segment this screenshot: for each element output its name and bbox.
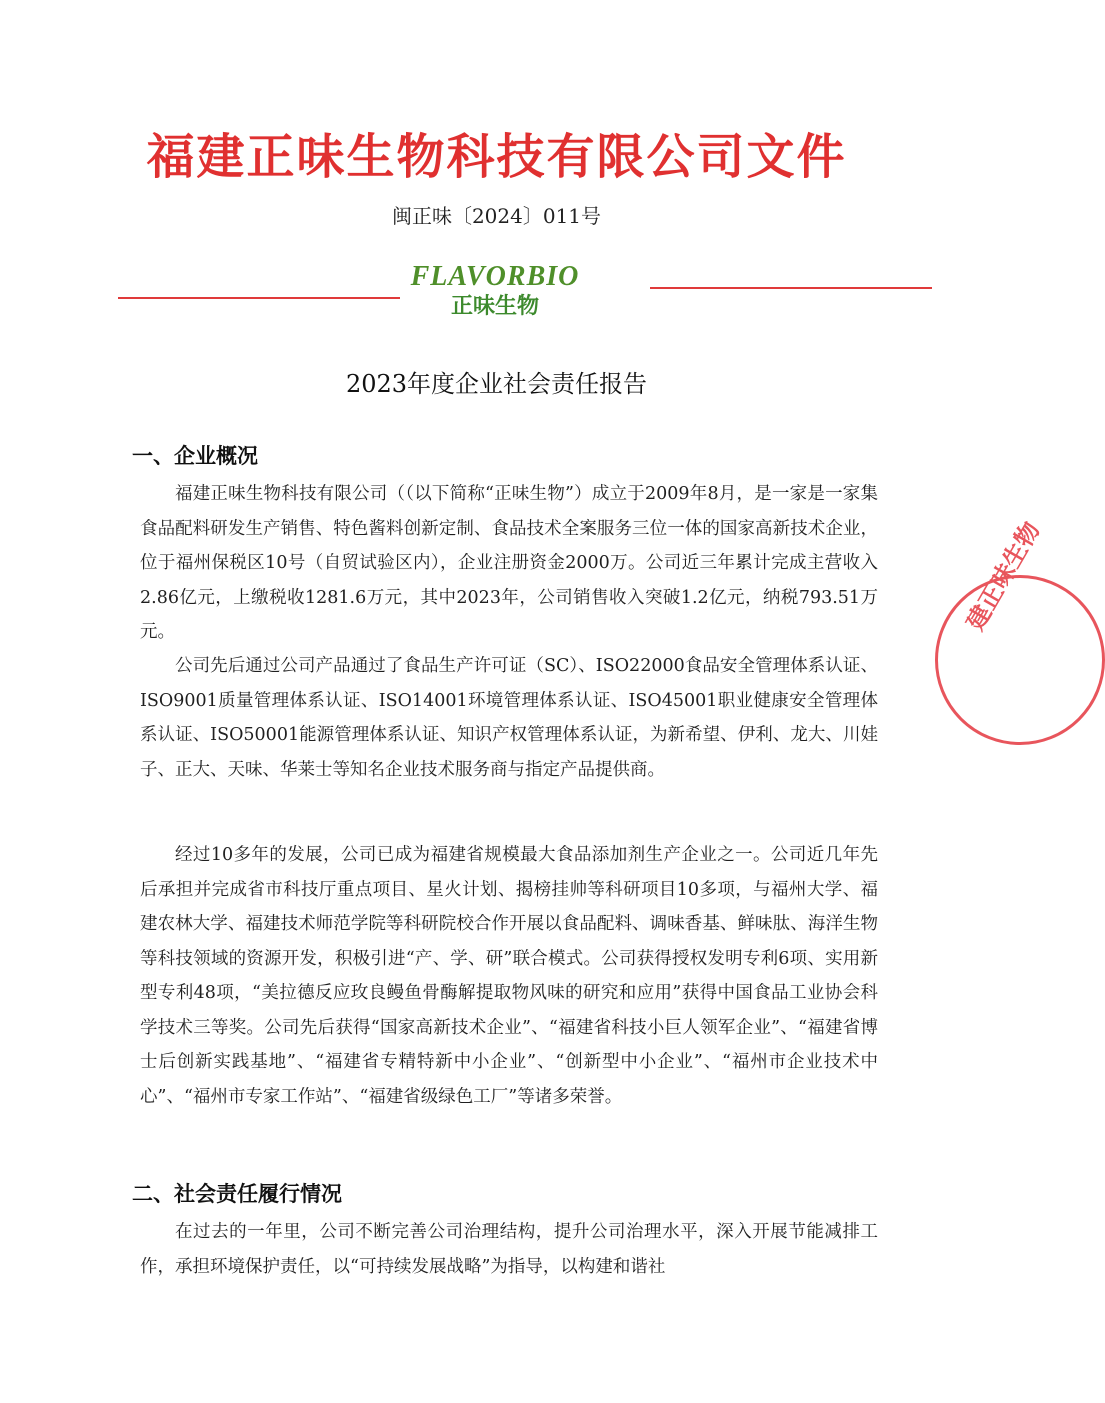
document-number: 闽正味〔2024〕011号 bbox=[391, 204, 602, 228]
document-title: 福建正味生物科技有限公司文件 bbox=[146, 129, 847, 185]
company-logo bbox=[405, 262, 585, 320]
company-seal-stamp bbox=[935, 517, 1105, 745]
paragraph-responsibility-1: 在过去的一年里，公司不断完善公司治理结构，提升公司治理水平，深入开展节能减排工作，承担环境保护责任，以“可持续发展战略”为指导，以构建和谐社 bbox=[140, 1222, 878, 1277]
header-divider-right bbox=[650, 287, 932, 289]
paragraph-overview-3: 经过10多年的发展，公司已成为福建省规模最大食品添加剂生产企业之一。公司近几年先后承担并完成省市科技厅重点项目、星火计划、揭榜挂帅等科研项目10多项，与福州大学、福建农林大学、福建技术师范学院等科研院校合作开展以食品配料、调味香基、鲜味肽、海洋生物等科技领域的资源开发，积极引进“产、学、研”联合模式。公司获得授权发明专利6项、实用新型专利48项，“美拉德反应玫良鳗鱼骨酶解提取物风味的研究和应用”获得中国食品工业协会科学技术三等奖。公司先后获得“国家高新技术企业”、“福建省科技小巨人领军企业”、“福建省博士后创新实践基地”、“福建省专精特新中小企业”、“创新型中小企业”、“福州市企业技术中心”、“福州市专家工作站”、“福建省级绿色工厂”等诸多荣誉。 bbox=[140, 845, 878, 1107]
section-heading-responsibility: 二、社会责任履行情况 bbox=[132, 1182, 342, 1206]
logo-english-text: FLAVORBIO bbox=[410, 261, 580, 292]
paragraph-overview-1: 福建正味生物科技有限公司（（以下简称“正味生物”）成立于2009年8月，是一家是一家集食品配料研发生产销售、特色酱料创新定制、食品技术全案服务三位一体的国家高新技术企业，位于福州保税区10号（自贸试验区内），企业注册资金2000万。公司近三年累计完成主营收入2.86亿元，上缴税收1281.6万元，其中2023年，公司销售收入突破1.2亿元，纳税793.51万元。 bbox=[140, 484, 878, 642]
report-title: 2023年度企业社会责任报告 bbox=[345, 370, 648, 398]
paragraph-overview-2: 公司先后通过公司产品通过了食品生产许可证（SC）、ISO22000食品安全管理体系认证、ISO9001质量管理体系认证、ISO14001环境管理体系认证、ISO45001职业健康安全管理体系认证、ISO50001能源管理体系认证、知识产权管理体系认证，为新希望、伊利、龙大、川娃子、正大、天味、华莱士等知名企业技术服务商与指定产品提供商。 bbox=[140, 656, 878, 780]
logo-chinese-text: 正味生物 bbox=[450, 294, 539, 319]
header-divider-left bbox=[118, 297, 400, 299]
section-heading-overview: 一、企业概况 bbox=[132, 444, 258, 468]
seal-text: 建正味生物 bbox=[961, 517, 1046, 635]
